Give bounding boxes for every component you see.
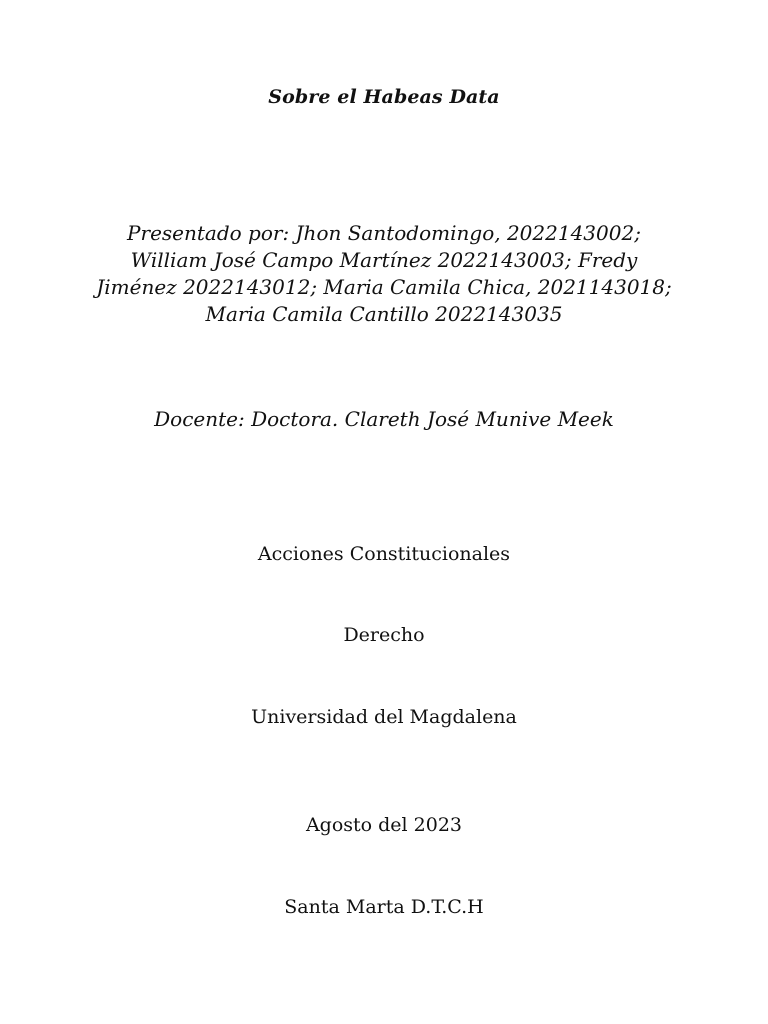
authors-line: Presentado por: Jhon Santodomingo, 2022143002; bbox=[127, 221, 641, 245]
city-line: Santa Marta D.T.C.H bbox=[284, 896, 484, 918]
program-line: Derecho bbox=[343, 624, 425, 646]
authors-line: William José Campo Martínez 2022143003; Fredy bbox=[130, 248, 638, 272]
university-line: Universidad del Magdalena bbox=[251, 706, 517, 728]
docente-line: Docente: Doctora. Clareth José Munive Meek bbox=[154, 407, 614, 431]
authors-line: Jiménez 2022143012; Maria Camila Chica, 2021143018; bbox=[96, 275, 672, 299]
authors-block bbox=[0, 220, 768, 328]
document-title: Sobre el Habeas Data bbox=[268, 86, 500, 108]
authors-line: Maria Camila Cantillo 2022143035 bbox=[205, 302, 563, 326]
subject-line: Acciones Constitucionales bbox=[257, 543, 511, 565]
date-line: Agosto del 2023 bbox=[305, 814, 463, 836]
